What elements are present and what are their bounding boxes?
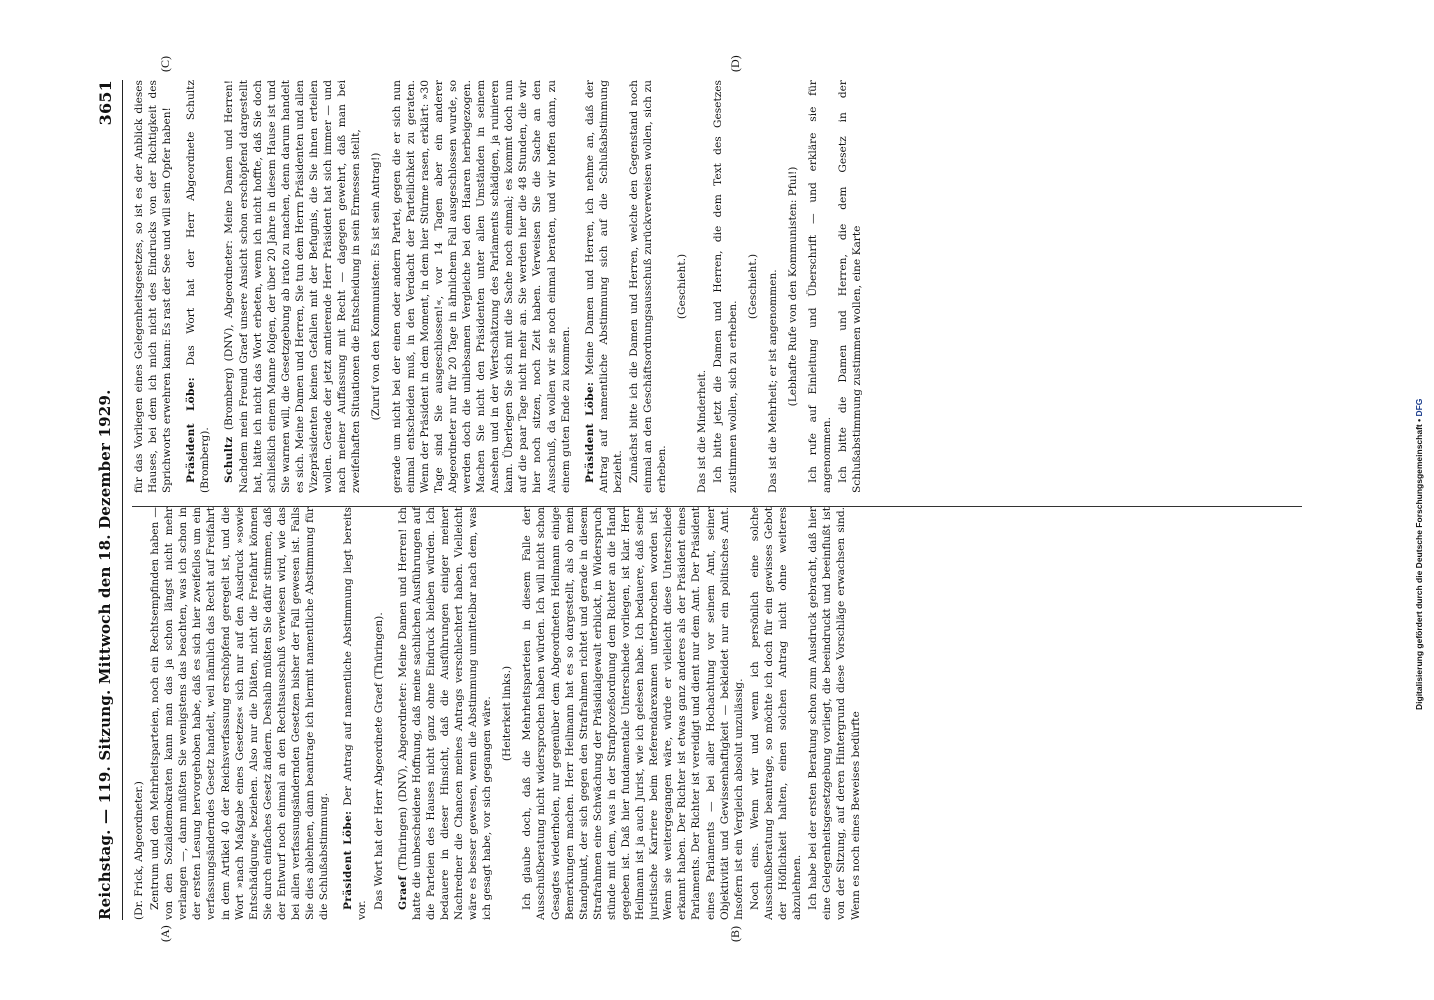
paragraph [369, 80, 383, 493]
paragraph-text: Zentrum und den Mehrheitsparteien, noch ein Rechtsempfinden haben — von den Sozialdemokraten kann man das ja schon längst nicht mehr verlangen —, dann müßten Sie wenigstens das beachten, was ich schon in der ersten Lesung hervorgehoben habe, daß es sich hier zweifellos um ein verfassungsänderndes Gesetz handelt, weil nämlich das Recht auf Freifahrt in dem Artikel 40 der Reichsverfassung erschöpfend geregelt ist, und die Wort »nach Maßgabe eines Gesetzes« sich nur auf den Ausdruck »sowie Entschädigung« beziehen. Also nur die Diäten, nicht die Freifahrt können Sie durch einfaches Gesetz ändern. Deshalb müßten Sie dafür stimmen, daß der Entwurf noch einmal an den Rechtsausschuß verwiesen wird, wie das bei allen verfassungsändernden Gesetzen bisher der Fall gewesen ist. Falls Sie dies ablehnen, dann beantrage ich hiermit namentliche Abstimmung für die Schlußabstimmung. [149, 507, 331, 920]
paragraph [583, 80, 625, 493]
paragraph-text: (Geschieht.) [746, 253, 759, 320]
paragraph [132, 507, 146, 920]
paragraph [148, 507, 331, 920]
paragraph-text: (Dr. Frick, Abgeordneter.) [133, 781, 145, 920]
paragraph-text: (Heiterkeit links.) [501, 665, 514, 762]
paragraph-text: Noch eins. Wenn wir und wenn ich persönlich eine solche Ausschußberatung beantrage, so möchte ich doch für ein gewisses Gebot der Höflichkeit halten, einen solchen Antrag nicht ohne weiteres abzulehnen. [748, 507, 804, 920]
paragraph-text: Das Wort hat der Herr Abgeordnete Schultz (Bromberg). [185, 80, 212, 493]
paragraph-text: (Geschieht.) [676, 253, 689, 320]
paragraph-text: gerade um nicht bei der einen oder andern Partei, gegen die er sich nun einmal entscheiden muß, in den Verdacht der Parteilichkeit zu geraten. Wenn der Präsident in dem Moment, in dem hier Stürme rasen, erklärt: »30 Tage sind Sie ausgeschlossen!«, vor 14 Tagen aber ein anderer Abgeordneter nur für 20 Tage in ähnlichem Fall ausgeschlossen wurde, so werden doch die unliebsamen Vergleiche bei den Haaren herbeigezogen. Machen Sie nicht den Präsidenten unter allen Umständen in seinem Ansehen und in der Wertschätzung des Parlaments schädigen, ja ruinieren kann. Überlegen Sie sich mit die Sache noch einmal; es kommt doch nun auf die paar Tage nicht mehr an. Sie werden hier die 48 Stunden, die wir hier noch sitzen, noch Zeit haben. Verweisen Sie die Sache an den Ausschuß, da wollen wir sie noch einmal beraten, und wir hoffen dann, zu einem guten Ende zu kommen. [390, 80, 572, 493]
dfg-logo: DFG [1414, 398, 1424, 417]
paragraph [786, 80, 800, 493]
speaker-name: Schultz [223, 436, 236, 483]
paragraph-text: Der Antrag auf namentliche Abstimmung liegt bereits vor. [342, 507, 369, 920]
paragraph [675, 80, 689, 493]
paragraph [222, 80, 363, 493]
paragraph-text: Meine Damen und Herren, ich nehme an, daß der Antrag auf namentliche Abstimmung sich auf die Schlußabstimmung bezieht. [583, 80, 624, 493]
running-header [88, 80, 123, 920]
paragraph [806, 80, 834, 493]
paragraph-text: Ich bitte die Damen und Herren, die dem Gesetz in der Schlußabstimmung zustimmen wollen, eine Karte [837, 80, 864, 493]
header-title: Reichstag. — 119. Sitzung. Mittwoch den 18. Dezember 1929. [96, 389, 114, 920]
paragraph [390, 80, 573, 493]
paragraph-text: Ich rufe auf Einleitung und Überschrift — und erkläre sie für angenommen. [806, 80, 834, 493]
paragraph [748, 507, 804, 920]
paragraph [184, 80, 212, 493]
paragraph-text: (Bromberg) (DNV), Abgeordneter: Meine Damen und Herren! Nachdem mein Freund Graef unsere Ansicht schon erschöpfend dargestellt hat, hätte ich nicht das Wort erbeten, wenn ich nicht hoffte, daß Sie doch schließlich einem Manne folgen, der über 20 Jahre in diesem Hause ist und Sie warnen will, die Gesetzgebung ab irato zu machen, denn darum handelt es sich. Meine Damen und Herren, Sie tun dem Herrn Präsidenten und allen Vizepräsidenten keinen Gefallen mit der Befugnis, die Sie ihnen erteilen wollen. Gerade der jetzt amtierende Herr Präsident hat sich immer — und nach meiner Auffassung mit Recht — dagegen gewehrt, daß man bei zweifelhaften Situationen die Entscheidung in sein Ermessen stellt, [223, 80, 363, 493]
paragraph [836, 80, 864, 493]
margin-marker-a: (A) [158, 925, 172, 942]
paragraph [695, 80, 709, 493]
paragraph-text: Ich bitte jetzt die Damen und Herren, die dem Text des Gesetzes zustimmen wollen, sich zu erheben. [712, 80, 739, 493]
paragraph [711, 80, 739, 493]
margin-marker-d: (D) [728, 55, 742, 72]
paragraph [766, 80, 780, 493]
paragraph [500, 507, 514, 920]
paragraph [132, 80, 174, 493]
paragraph [627, 80, 669, 493]
speaker-name: Präsident Löbe: [583, 381, 596, 483]
paragraph-text: Ich glaube doch, daß die Mehrheitsparteien in diesem Falle der Ausschußberatung nicht widersprochen haben würden. Ich will nicht schon Gesagtes wiederholen, nur gegenüber dem Abgeordneten Heilmann einige Bemerkungen machen. Herr Heilmann hat es so dargestellt, als ob mein Standpunkt, der sich gegen den Strafrahmen richtet und gerade in diesem Strafrahmen eine Schwächung der Präsidialgewalt erblickt, in Widerspruch stünde mit dem, was in der Strafprozeßordnung dem Richter an die Hand gegeben ist. Daß hier fundamentale Unterschiede vorliegen, ist klar. Herr Heilmann ist ja auch Jurist, wie ich gelesen habe. Ich bedauere, daß seine juristische Karriere beim Referendarexamen unterbrochen worden ist. Wenn sie weitergegangen wäre, würde er vielleicht diese Unterschiede erkannt haben. Der Richter ist etwas ganz anderes als der Präsident eines Parlaments. Der Richter ist vereidigt und dient nur dem Amt. Der Präsident eines Parlaments — bei aller Hochachtung vor seinem Amt, seiner Objektivität und Gewissenhaftigkeit — bekleidet nur ein politisches Amt. Insofern ist ein Vergleich absolut unzulässig. [521, 507, 745, 920]
paragraph [372, 507, 386, 920]
paragraph [746, 80, 760, 493]
right-column [132, 80, 1302, 493]
rotated-page-content [88, 55, 1312, 942]
digitization-text: Digitalisierung gefördert durch die Deutsche Forschungsgemeinschaft • [1414, 418, 1424, 710]
page-number: 3651 [95, 80, 115, 126]
digitization-note [1414, 10, 1432, 710]
paragraph [806, 507, 862, 920]
paragraph [396, 507, 495, 920]
paragraph-text: (Lebhafte Rufe von den Kommunisten: Pfui!) [786, 166, 799, 407]
margin-marker-b: (B) [728, 926, 742, 942]
paragraph-text: (Thüringen) (DNV), Abgeordneter: Meine Damen und Herren! Ich hatte die unbescheidene Hoffnung, daß meine sachlichen Ausführungen auf die Parteien des Hauses nicht ganz ohne Eindruck bleiben würden. Ich bedauere in dieser Hinsicht, daß die Ausführungen einiger meiner Nachredner die Chancen meines Antrags verschlechtert haben. Vielleicht wäre es besser gewesen, wenn die Abstimmung unmittelbar nach dem, was ich gesagt habe, vor sich gegangen wäre. [396, 507, 494, 920]
paragraph-text: (Zuruf von den Kommunisten: Es ist sein Antrag!) [370, 152, 383, 421]
column-divider [132, 506, 1302, 507]
speaker-name: Graef [396, 875, 409, 910]
paragraph-text: Ich habe bei der ersten Beratung schon zum Ausdruck gebracht, daß hier eine Gelegenheitsgesetzgebung vorliegt, die beeindruckt und beeinflußt ist von der Sitzung, auf deren Hintergrund diese Vorschläge erwachsen sind. Wenn es noch eines Beweises bedürfte [807, 507, 862, 920]
speaker-name: Präsident Löbe: [185, 376, 198, 483]
paragraph [520, 507, 746, 920]
paragraph-text: Das Wort hat der Herr Abgeordnete Graef (Thüringen). [372, 612, 385, 910]
paragraph-text: Das ist die Mehrheit; er ist angenommen. [766, 269, 779, 493]
speaker-name: Präsident Löbe: [342, 810, 355, 910]
paragraph-text: Das ist die Minderheit. [696, 369, 709, 493]
left-column [132, 507, 1302, 920]
margin-marker-c: (C) [158, 56, 172, 72]
paragraph [341, 507, 369, 920]
paragraph-text: Zunächst bitte ich die Damen und Herren, welche den Gegenstand noch einmal an den Geschäftsordnungsausschuß zurückverweisen wollen, sich zu erheben. [628, 80, 669, 493]
paragraph-text: für das Vorliegen eines Gelegenheitsgesetzes, so ist es der Anblick dieses Hauses, bei dem ich mich nicht des Eindrucks von der Richtigkeit des Sprichworts erwehren kann: Es rast der See und will sein Opfer haben! [133, 80, 174, 493]
